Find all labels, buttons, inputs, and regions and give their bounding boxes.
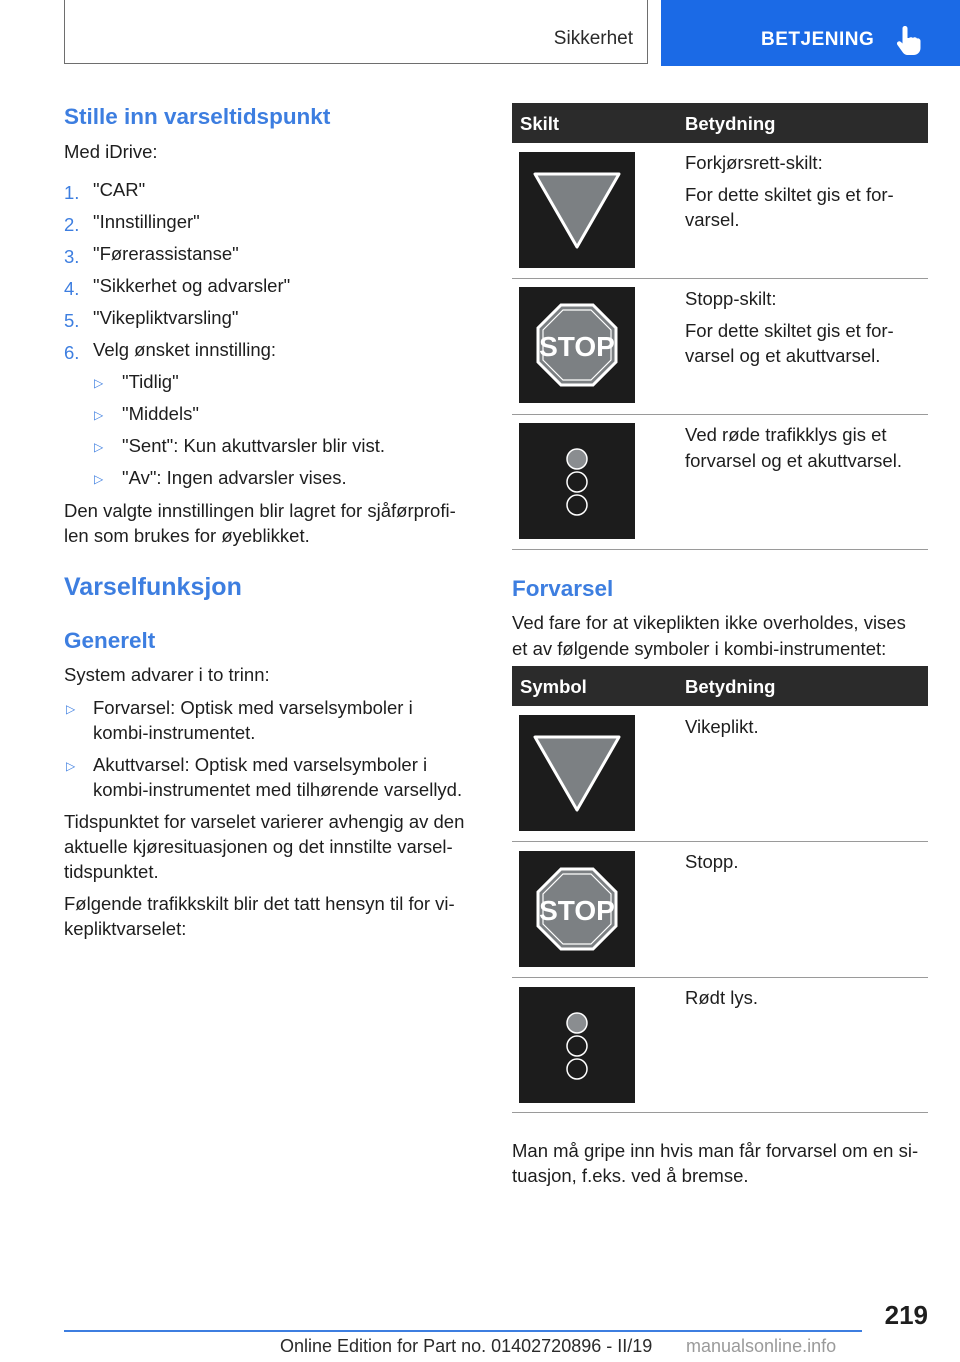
- chapter-title: BETJENING: [761, 29, 875, 50]
- symbol-image: [519, 715, 635, 831]
- step-number: 3.: [64, 246, 80, 267]
- closing-line: Man må gripe inn hvis man får forvarsel om en si-: [512, 1140, 919, 1161]
- yield-sign-icon: [519, 715, 635, 831]
- traffic-light-icon: [519, 423, 635, 539]
- signs-line: kepliktvarselet:: [64, 918, 187, 939]
- sign-image: [519, 287, 635, 403]
- table-cell-text: For dette skiltet gis et for-: [685, 320, 894, 341]
- table-cell-text: Forkjørsrett-skilt:: [685, 152, 823, 173]
- triangle-bullet-icon: ▷: [94, 440, 104, 454]
- step-text: "Vikepliktvarsling": [93, 307, 239, 328]
- footer-divider: [64, 1330, 862, 1332]
- timing-line: aktuelle kjøresituasjonen og det innstilte varsel-: [64, 836, 453, 857]
- step-text: "Innstillinger": [93, 211, 200, 232]
- heading-pre-warning: Forvarsel: [512, 576, 614, 601]
- option-text: "Tidlig": [122, 371, 179, 392]
- yield-sign-icon: [519, 152, 635, 268]
- stop-label: STOP: [539, 331, 615, 362]
- stop-label: STOP: [539, 895, 615, 926]
- saved-note-line: Den valgte innstillingen blir lagret for sjåførprofi-: [64, 500, 456, 521]
- table-header: [512, 103, 928, 143]
- signs-line: Følgende trafikkskilt blir det tatt hensyn til for vi-: [64, 893, 455, 914]
- watermark: manualsonline.info: [686, 1336, 837, 1356]
- bullet-line: kombi-instrumentet.: [93, 722, 256, 743]
- chapter-tab[interactable]: [661, 0, 960, 66]
- row-divider: [512, 977, 928, 978]
- sign-image: [519, 152, 635, 268]
- hand-pointer-icon: [895, 24, 923, 56]
- timing-line: Tidspunktet for varselet varierer avhengig av den: [64, 811, 465, 832]
- table-cell-text: varsel.: [685, 209, 740, 230]
- step-text: "CAR": [93, 179, 146, 200]
- row-divider: [512, 414, 928, 415]
- row-divider: [512, 278, 928, 279]
- symbol-image: [519, 987, 635, 1103]
- option-text: "Sent": Kun akuttvarsler blir vist.: [122, 435, 385, 456]
- intro-text: Med iDrive:: [64, 141, 158, 162]
- column-header-symbol: Symbol: [520, 676, 587, 697]
- triangle-bullet-icon: ▷: [94, 376, 104, 390]
- triangle-bullet-icon: ▷: [66, 702, 76, 716]
- stop-sign-icon: [519, 851, 635, 967]
- traffic-light-icon: [519, 987, 635, 1103]
- table-cell-text: Stopp.: [685, 851, 739, 872]
- step-number: 4.: [64, 278, 80, 299]
- pre-warning-line: Ved fare for at vikeplikten ikke overholdes, vises: [512, 612, 906, 633]
- step-number: 6.: [64, 342, 80, 363]
- table-cell-text: Rødt lys.: [685, 987, 758, 1008]
- header-section-box: [64, 0, 648, 64]
- heading-warning-function: Varselfunksjon: [64, 573, 242, 601]
- bullet-line: Forvarsel: Optisk med varselsymboler i: [93, 697, 413, 718]
- column-header-sign: Skilt: [520, 113, 560, 134]
- table-cell-text: varsel og et akuttvarsel.: [685, 345, 881, 366]
- symbol-image: [519, 851, 635, 967]
- option-text: "Av": Ingen advarsler vises.: [122, 467, 347, 488]
- step-text: "Førerassistanse": [93, 243, 239, 264]
- step-text: "Sikkerhet og advarsler": [93, 275, 291, 296]
- triangle-bullet-icon: ▷: [94, 408, 104, 422]
- table-cell-text: Stopp-skilt:: [685, 288, 777, 309]
- triangle-bullet-icon: ▷: [94, 472, 104, 486]
- bullet-line: kombi-instrumentet med tilhørende varsellyd.: [93, 779, 463, 800]
- sign-image: [519, 423, 635, 539]
- row-divider: [512, 1112, 928, 1113]
- table-cell-text: forvarsel og et akuttvarsel.: [685, 450, 902, 471]
- bullet-line: Akuttvarsel: Optisk med varselsymboler i: [93, 754, 428, 775]
- stop-sign-icon: [519, 287, 635, 403]
- closing-line: tuasjon, f.eks. ved å bremse.: [512, 1165, 749, 1186]
- table-cell-text: For dette skiltet gis et for-: [685, 184, 894, 205]
- page-number: 219: [884, 1300, 928, 1330]
- heading-general: Generelt: [64, 628, 156, 653]
- table-cell-text: Vikeplikt.: [685, 716, 759, 737]
- column-header-meaning: Betydning: [685, 113, 776, 134]
- table-cell-text: Ved røde trafikklys gis et: [685, 424, 887, 445]
- pre-warning-line: et av følgende symboler i kombi-instrumentet:: [512, 638, 887, 659]
- step-number: 2.: [64, 214, 80, 235]
- heading-set-warning-time: Stille inn varseltidspunkt: [64, 104, 331, 129]
- option-text: "Middels": [122, 403, 199, 424]
- row-divider: [512, 549, 928, 550]
- section-title: Sikkerhet: [553, 28, 633, 49]
- edition-text: Online Edition for Part no. 01402720896 - II/19: [280, 1336, 653, 1356]
- triangle-bullet-icon: ▷: [66, 759, 76, 773]
- step-number: 1.: [64, 182, 80, 203]
- system-text: System advarer i to trinn:: [64, 664, 270, 685]
- step-number: 5.: [64, 310, 80, 331]
- table-header: [512, 666, 928, 706]
- step-text: Velg ønsket innstilling:: [93, 339, 277, 360]
- row-divider: [512, 841, 928, 842]
- timing-line: tidspunktet.: [64, 861, 159, 882]
- saved-note-line: len som brukes for øyeblikket.: [64, 525, 310, 546]
- column-header-meaning: Betydning: [685, 676, 776, 697]
